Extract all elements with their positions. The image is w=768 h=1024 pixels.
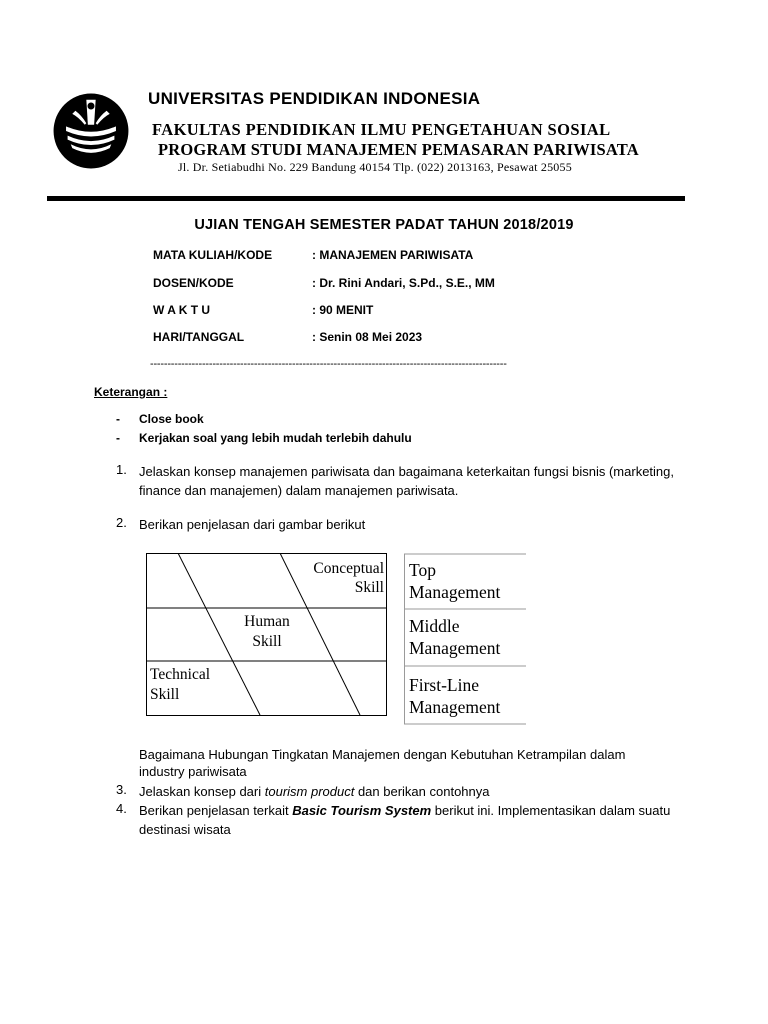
question-followup-text: Bagaimana Hubungan Tingkatan Manajemen dengan Kebutuhan Ketrampilan dalam industry pariwisata <box>139 747 626 779</box>
info-value-time: : 90 MENIT <box>312 303 374 317</box>
separator-line: ------------------------------------------------------------------------------------------------------- <box>150 358 507 370</box>
faculty-name: FAKULTAS PENDIDIKAN ILMU PENGETAHUAN SOSIAL <box>152 120 611 139</box>
question-number: 3. <box>116 782 127 797</box>
question-number: 4. <box>116 801 127 816</box>
question-text: Berikan penjelasan dari gambar berikut <box>139 517 366 532</box>
info-label-course: MATA KULIAH/KODE <box>153 248 273 262</box>
question-text <box>139 782 674 801</box>
question-emphasis: Basic Tourism System <box>292 803 432 818</box>
conceptual-skill-label: Skill <box>354 579 384 596</box>
notes-item: Close book <box>139 412 204 426</box>
first-line-management-label: First-Line <box>409 675 479 695</box>
human-skill-label: Skill <box>252 633 282 650</box>
address: Jl. Dr. Setiabudhi No. 229 Bandung 40154 Tlp. (022) 2013163, Pesawat 25055 <box>178 160 572 174</box>
notes-bullet: - <box>116 431 120 445</box>
management-skills-diagram <box>146 553 530 725</box>
question-number: 1. <box>116 462 127 477</box>
question-text-part: Jelaskan konsep dari <box>139 784 265 799</box>
middle-management-label: Middle <box>409 616 460 636</box>
question-text-part: dan berikan contohnya <box>354 784 490 799</box>
info-label-time: W A K T U <box>153 303 211 317</box>
skills-diagonal-line <box>280 553 360 715</box>
info-label-lecturer: DOSEN/KODE <box>153 276 234 290</box>
info-value-lecturer: : Dr. Rini Andari, S.Pd., S.E., MM <box>312 276 495 290</box>
question-text-part: Berikan penjelasan terkait <box>139 803 293 818</box>
info-value-date: : Senin 08 Mei 2023 <box>312 330 423 344</box>
skills-diagonal-line <box>178 553 260 715</box>
program-name: PROGRAM STUDI MANAJEMEN PEMASARAN PARIWISATA <box>158 140 639 159</box>
top-management-label: Top <box>409 560 436 580</box>
notes-bullet: - <box>116 412 120 426</box>
conceptual-skill-label: Conceptual <box>313 560 384 577</box>
question-text: Jelaskan konsep manajemen pariwisata dan bagaimana keterkaitan fungsi bisnis (marketing, finance dan manajemen) dalam manajemen pariwisata. <box>139 464 674 498</box>
header-divider <box>47 196 685 201</box>
exam-title: UJIAN TENGAH SEMESTER PADAT TAHUN 2018/2019 <box>194 217 574 233</box>
notes-item: Kerjakan soal yang lebih mudah terlebih dahulu <box>139 431 412 445</box>
question-emphasis: tourism product <box>264 784 355 799</box>
university-logo-icon <box>52 92 130 170</box>
university-name: UNIVERSITAS PENDIDIKAN INDONESIA <box>148 89 481 108</box>
question-number: 2. <box>116 515 127 530</box>
info-label-date: HARI/TANGGAL <box>153 330 245 344</box>
human-skill-label: Human <box>244 613 290 630</box>
question-text <box>139 801 674 839</box>
technical-skill-label: Skill <box>150 686 180 703</box>
notes-title: Keterangan : <box>94 385 168 399</box>
top-management-label: Management <box>409 582 501 602</box>
question-text-part: berikut ini. Implementasikan dalam suatu destinasi wisata <box>139 803 671 837</box>
first-line-management-label: Management <box>409 697 501 717</box>
technical-skill-label: Technical <box>150 666 211 683</box>
middle-management-label: Management <box>409 638 501 658</box>
info-value-course: : MANAJEMEN PARIWISATA <box>312 248 474 262</box>
